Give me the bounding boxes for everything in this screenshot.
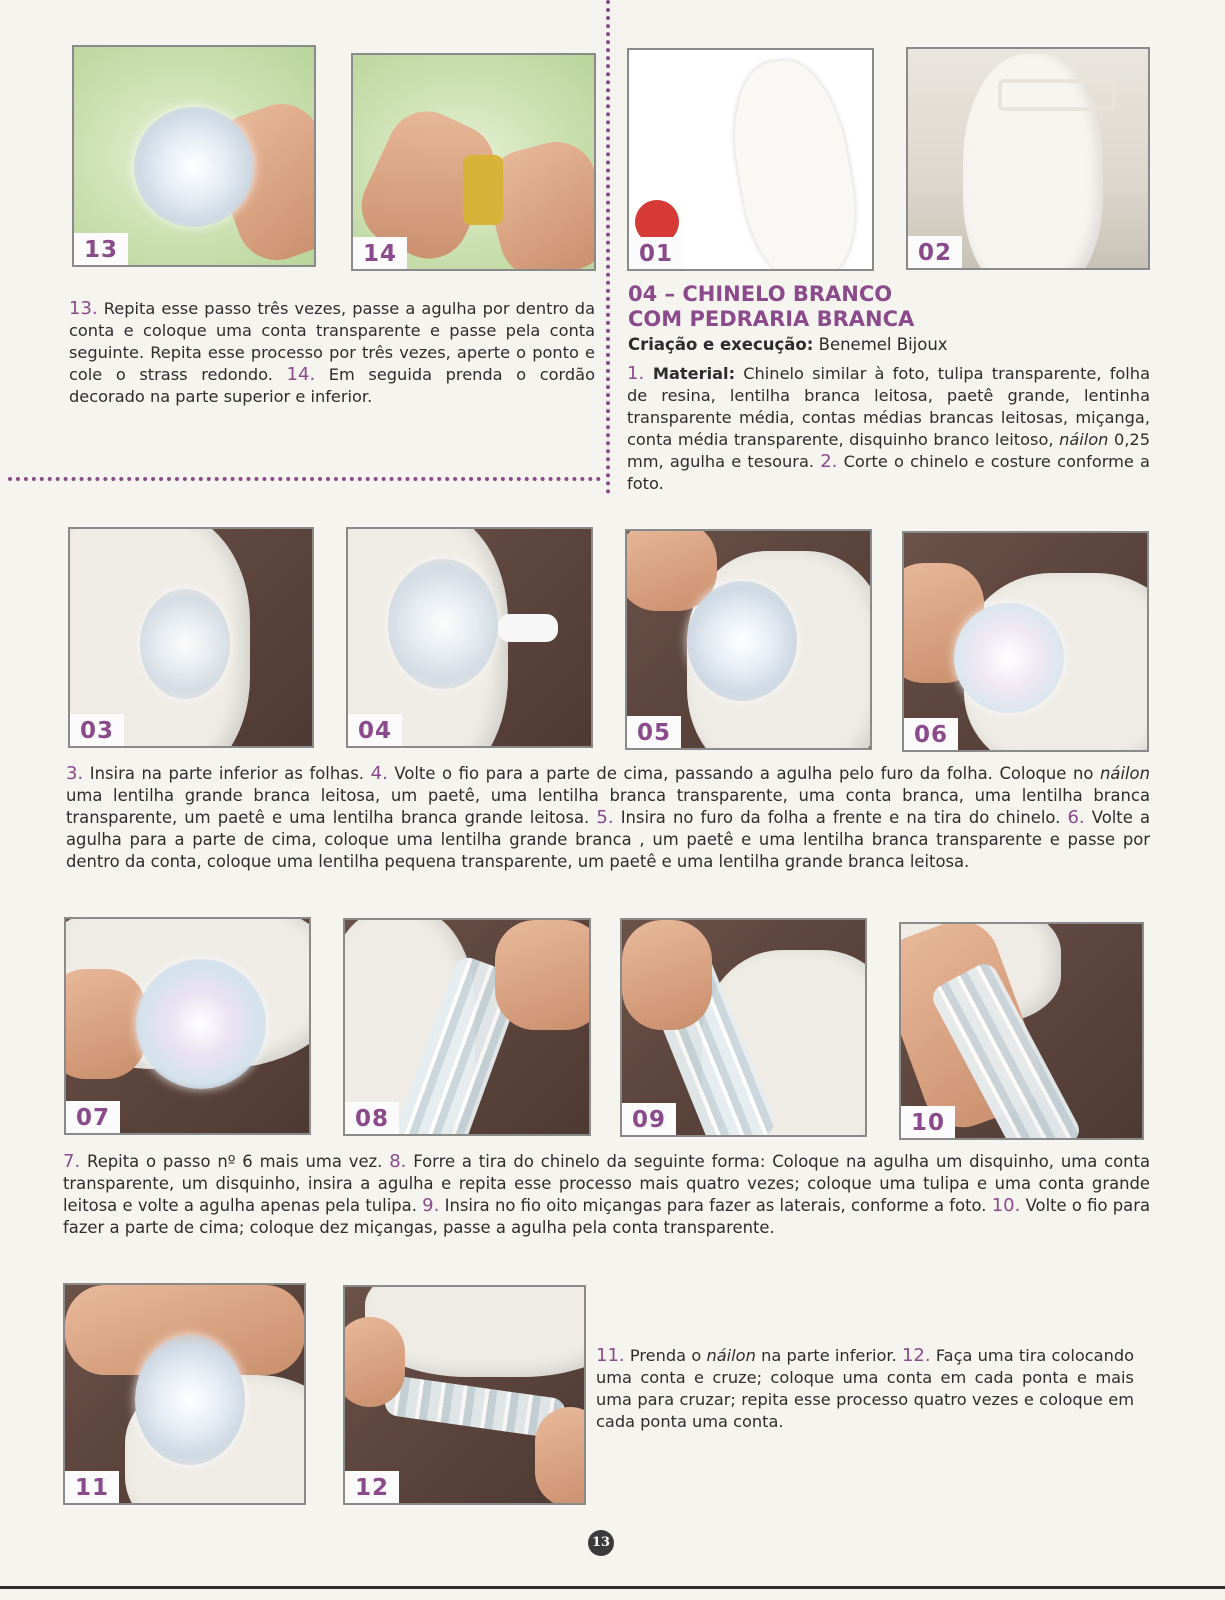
step-photo-10 (899, 922, 1144, 1140)
step-photo-01 (627, 48, 874, 271)
step-number: 10. (991, 1195, 1021, 1216)
credit-label: Criação e execução: (628, 335, 814, 354)
step-text: na parte inferior. (755, 1346, 902, 1365)
step-photo-09 (620, 918, 867, 1137)
italic-term: náilon (1059, 430, 1109, 449)
page-number: 13 (588, 1530, 614, 1556)
step-number: 12. (901, 1345, 931, 1366)
step-photo-07 (64, 917, 311, 1135)
step-text: 0,25 mm, agulha e tesoura. (627, 430, 1150, 471)
step-text: Repita esse passo três vezes, passe a agulha por dentro da conta e coloque uma conta transparente e passe pela conta seguinte. Repita esse processo por três vezes, aperte o ponto e cole o strass redondo. (69, 299, 595, 384)
step-text: Insira na parte inferior as folhas. (83, 764, 371, 783)
step-photo-13 (72, 45, 316, 267)
step-number: 9. (422, 1195, 440, 1216)
step-photo-08 (343, 918, 591, 1136)
photo-number: 14 (353, 237, 407, 269)
step-text: Chinelo similar à foto, tulipa transparente, folha de resina, lentilha branca leitosa, paetê grande, lentinha transparente média, contas médias brancas leitosas, miçanga, conta média transparente, disquinho branco leitoso, (627, 364, 1150, 449)
horizontal-dotted-separator (8, 477, 601, 481)
step-photo-14 (351, 53, 596, 271)
photo-number: 06 (904, 718, 958, 750)
step-photo-12 (343, 1285, 586, 1505)
steps-13-14-text (69, 298, 595, 408)
step-photo-04 (346, 527, 593, 748)
photo-number: 11 (65, 1471, 119, 1503)
step-text: Volte o fio para a parte de cima, passando a agulha pelo furo da folha. Coloque no (387, 764, 1101, 783)
photo-number: 10 (901, 1106, 955, 1138)
step-text: Faça uma tira colocando uma conta e cruze; coloque uma conta em cada ponta e mais uma para cruzar; repita esse processo quatro vezes e coloque em cada ponta uma conta. (596, 1346, 1135, 1431)
step-text: Insira no fio oito miçangas para fazer as laterais, conforme a foto. (439, 1196, 992, 1215)
step-number: 14. (286, 364, 316, 385)
step-photo-06 (902, 531, 1149, 752)
step-text: Volte o fio para fazer a parte de cima; coloque dez miçangas, passe a agulha pela conta transparente. (63, 1196, 1150, 1237)
step-photo-05 (625, 529, 872, 750)
photo-number: 13 (74, 233, 128, 265)
photo-number: 05 (627, 716, 681, 748)
step-text: uma lentilha grande branca leitosa, um paetê, uma lentilha branca transparente, uma conta branca, uma lentilha branca transparente, um paetê e uma lentilha branca grande leitosa. (66, 786, 1150, 827)
italic-term: náilon (706, 1346, 756, 1365)
vertical-dotted-separator (606, 0, 610, 494)
step-text: Repita o passo nº 6 mais uma vez. (80, 1152, 390, 1171)
material-text (627, 363, 1150, 495)
photo-number: 12 (345, 1471, 399, 1503)
photo-number: 02 (908, 236, 962, 268)
step-number: 3. (66, 763, 84, 784)
step-text: Prenda o (624, 1346, 707, 1365)
photo-number: 03 (70, 714, 124, 746)
step-number: 1. (627, 363, 645, 384)
project-title (628, 282, 914, 332)
step-text: Volte a agulha para a parte de cima, coloque uma lentilha grande branca , um paetê e uma lentilha branca transparente e passe por dentro da conta, coloque uma lentilha pequena transparente, um paetê e uma lentilha grande branca leitosa. (66, 808, 1151, 871)
step-text: Corte o chinelo e costure conforme a foto. (627, 452, 1150, 493)
step-photo-11 (63, 1283, 306, 1505)
step-number: 7. (63, 1151, 81, 1172)
photo-number: 04 (348, 714, 402, 746)
step-number: 8. (389, 1151, 407, 1172)
photo-number: 09 (622, 1103, 676, 1135)
step-number: 5. (596, 807, 614, 828)
material-label: Material: (644, 364, 736, 383)
title-line: 04 – CHINELO BRANCO (628, 282, 893, 306)
step-number: 4. (370, 763, 388, 784)
photo-number: 01 (629, 237, 683, 269)
bottom-rule (0, 1586, 1225, 1589)
photo-number: 07 (66, 1101, 120, 1133)
step-number: 11. (596, 1345, 625, 1366)
step-text: Em seguida prenda o cordão decorado na parte superior e inferior. (69, 365, 595, 406)
credit-line (628, 334, 948, 356)
steps-7-10-text (63, 1151, 1150, 1239)
step-photo-03 (68, 527, 314, 748)
title-line: COM PEDRARIA BRANCA (628, 307, 915, 331)
step-text: Forre a tira do chinelo da seguinte forma: Coloque na agulha um disquinho, uma conta transparente, um disquinho, insira a agulha e repita esse processo mais quatro vezes; coloque uma tulipa e uma conta grande leitosa e volte a agulha apenas pela tulipa. (63, 1152, 1150, 1215)
italic-term: náilon (1100, 764, 1150, 783)
step-number: 2. (820, 451, 838, 472)
step-number: 13. (69, 298, 98, 319)
steps-3-6-text (66, 763, 1150, 873)
step-number: 6. (1067, 807, 1085, 828)
photo-number: 08 (345, 1102, 399, 1134)
credit-name: Benemel Bijoux (813, 335, 948, 354)
step-text: Insira no furo da folha a frente e na tira do chinelo. (613, 808, 1068, 827)
steps-11-12-text (596, 1345, 1134, 1433)
step-photo-02 (906, 47, 1150, 270)
